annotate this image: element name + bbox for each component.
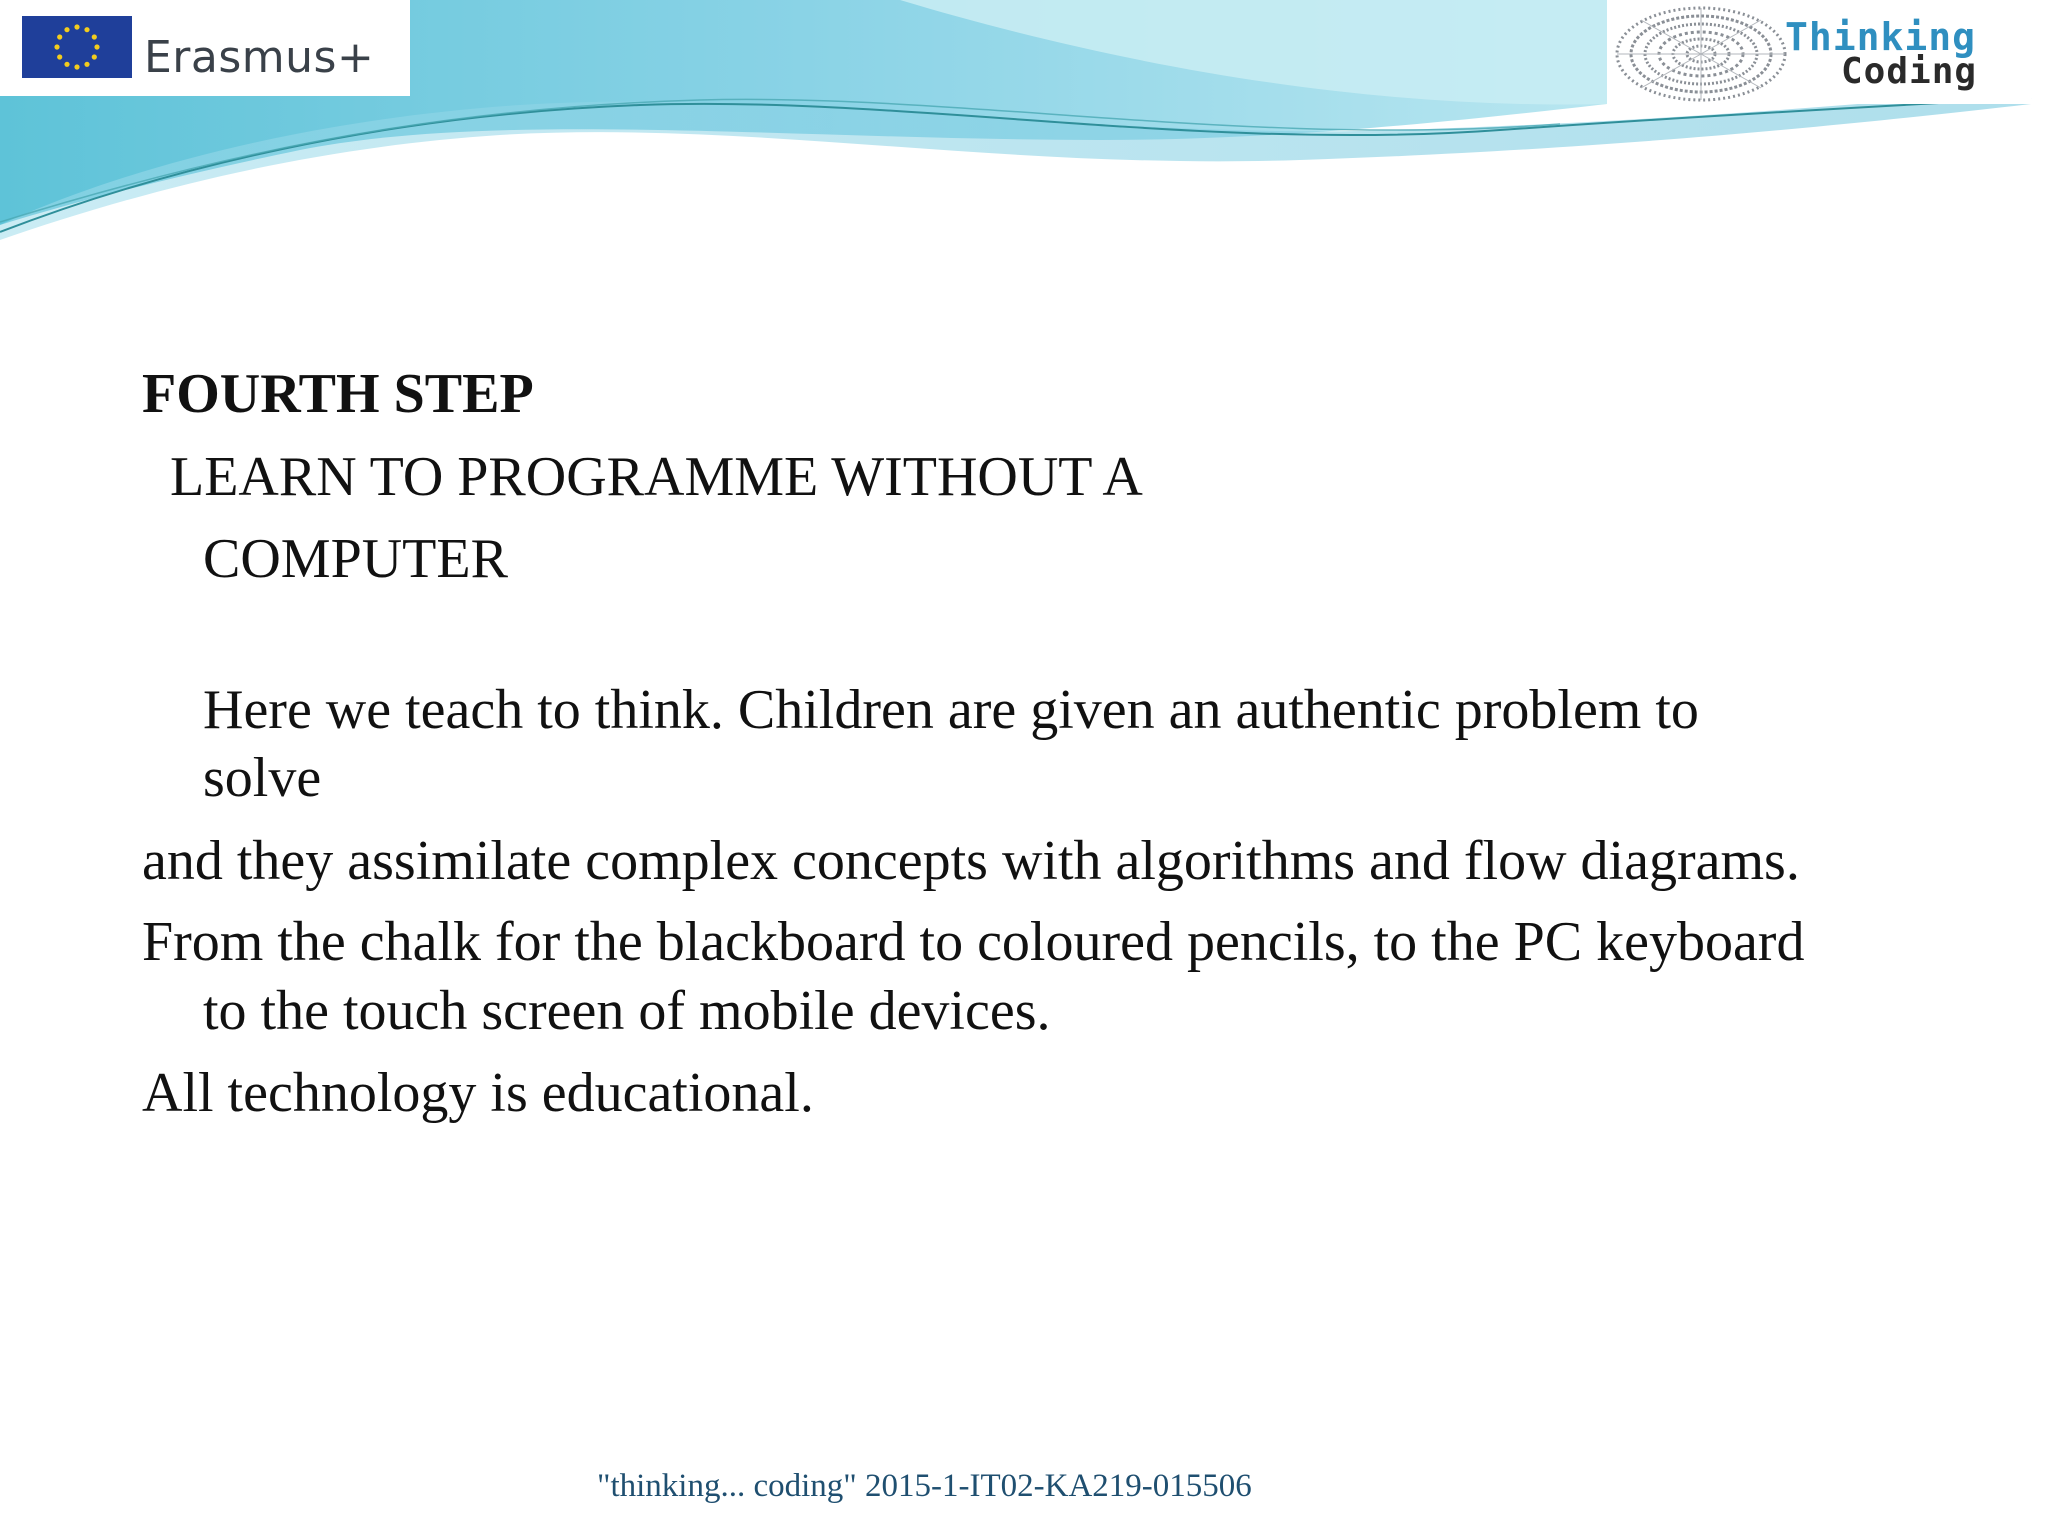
paragraph-3-line-2: to the touch screen of mobile devices. (203, 980, 1051, 1042)
paragraph-4-line-1: All technology is educational. (142, 1062, 814, 1124)
slide-subtitle-line-2: COMPUTER (203, 528, 508, 590)
logo-word-coding: Coding (1841, 51, 1978, 92)
paragraph-1-line-1: Here we teach to think. Children are given an authentic problem to (203, 679, 1699, 741)
paragraph-2-line-1: and they assimilate complex concepts with algorithms and flow diagrams. (142, 830, 1800, 892)
eu-flag-icon (22, 16, 132, 78)
slide-heading: FOURTH STEP (142, 363, 534, 425)
paragraph-3-line-1: From the chalk for the blackboard to coloured pencils, to the PC keyboard (142, 911, 1805, 973)
footer-project-code: "thinking... coding" 2015-1-IT02-KA219-015506 (597, 1468, 1252, 1504)
thinking-coding-logo (1607, 0, 2031, 104)
erasmus-logo-text: Erasmus+ (144, 32, 375, 83)
paragraph-1-line-2: solve (203, 747, 322, 809)
erasmus-plus-logo (0, 0, 410, 96)
logo-word-thinking: Thinking (1785, 15, 1977, 59)
slide-subtitle-line-1: LEARN TO PROGRAMME WITHOUT A (170, 446, 1143, 508)
code-spiral-seal-icon (1613, 4, 1789, 102)
